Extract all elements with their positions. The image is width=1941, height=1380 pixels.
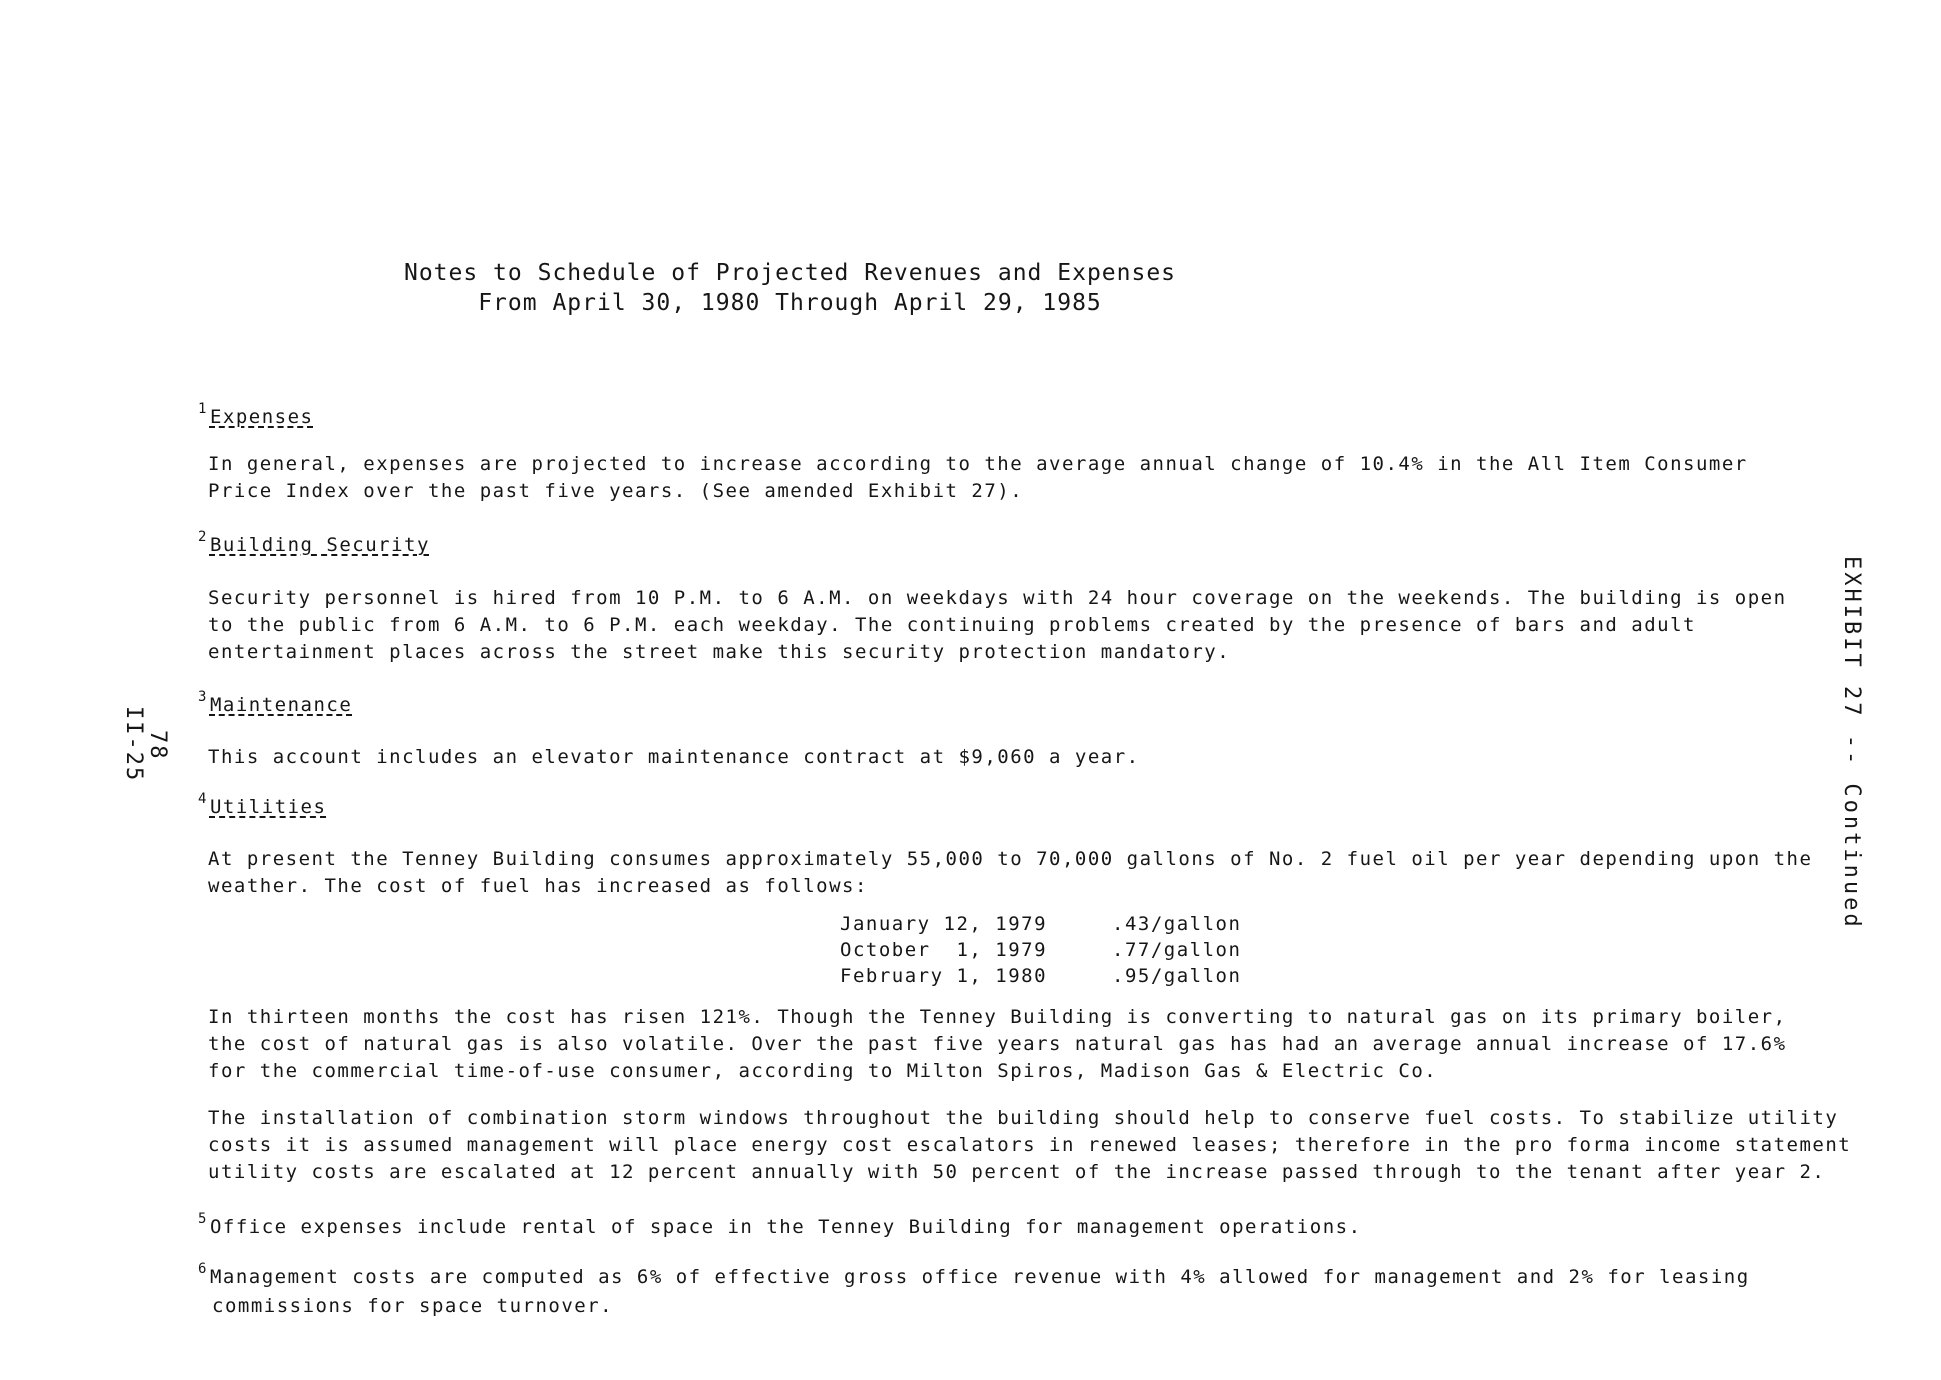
note-office-expenses — [198, 1211, 1362, 1243]
footnote-number: 1 — [198, 401, 208, 417]
paragraph-line: weather. The cost of fuel has increased as follows: — [208, 875, 868, 897]
heading-text: Expenses — [209, 406, 314, 428]
table-row — [840, 911, 1272, 937]
heading-text: Building Security — [209, 534, 430, 556]
note-heading-security — [198, 529, 430, 560]
paragraph-line: At present the Tenney Building consumes approximately 55,000 to 70,000 gallons of No. 2 fuel oil per year depending upon the — [208, 848, 1813, 870]
table-row — [840, 963, 1272, 989]
note-paragraph-utilities-storm-windows — [208, 1105, 1852, 1186]
fuel-date: February 1, 1980 — [840, 965, 1048, 987]
heading-text: Maintenance — [209, 694, 353, 716]
fuel-cost: .43/gallon — [1112, 913, 1242, 935]
heading-text: Utilities — [209, 796, 327, 818]
paragraph-line: Management costs are computed as 6% of effective gross office revenue with 4% allowed for management and 2% for leasing — [209, 1266, 1750, 1288]
note-paragraph-expenses — [208, 451, 1848, 505]
note-management-costs — [198, 1261, 1750, 1320]
note-paragraph-security — [208, 585, 1848, 666]
paragraph-line: to the public from 6 A.M. to 6 P.M. each weekday. The continuing problems created by the presence of bars and adult — [208, 614, 1696, 636]
paragraph-line: for the commercial time-of-use consumer, according to Milton Spiros, Madison Gas & Electric Co. — [208, 1060, 1438, 1082]
fuel-cost: .95/gallon — [1112, 965, 1242, 987]
paragraph-line: The installation of combination storm windows throughout the building should help to conserve fuel costs. To stabilize utility — [208, 1107, 1839, 1129]
note-heading-maintenance — [198, 689, 353, 720]
footnote-number: 3 — [198, 689, 208, 705]
fuel-date: January 12, 1979 — [840, 913, 1048, 935]
paragraph-line: Price Index over the past five years. (See amended Exhibit 27). — [208, 480, 1024, 502]
page-number-block — [121, 706, 194, 816]
note-heading-utilities — [198, 791, 327, 822]
note-paragraph-maintenance — [208, 744, 1848, 771]
footnote-number: 6 — [198, 1261, 208, 1277]
table-row — [840, 937, 1272, 963]
page-number: 78 — [145, 730, 170, 761]
fuel-cost: .77/gallon — [1112, 939, 1242, 961]
footnote-number: 4 — [198, 791, 208, 807]
section-page-number: II-25 — [121, 706, 146, 783]
paragraph-line: utility costs are escalated at 12 percent annually with 50 percent of the increase passed through to the tenant after year 2. — [208, 1161, 1826, 1183]
paragraph-line: In thirteen months the cost has risen 121%. Though the Tenney Building is converting to natural gas on its primary boiler, — [208, 1006, 1787, 1028]
paragraph-line: Security personnel is hired from 10 P.M. to 6 A.M. on weekdays with 24 hour coverage on the weekends. The building is open — [208, 587, 1787, 609]
footnote-number: 2 — [198, 529, 208, 545]
footnote-number: 5 — [198, 1211, 208, 1227]
note-paragraph-utilities-intro — [208, 846, 1848, 900]
note-paragraph-utilities-costs — [208, 1004, 1848, 1085]
exhibit-label-text: EXHIBIT 27 -- Continued — [1839, 556, 1864, 930]
paragraph-line: This account includes an elevator maintenance contract at $9,060 a year. — [208, 746, 1140, 768]
exhibit-side-label — [1828, 556, 1868, 930]
document-subtitle: From April 30, 1980 Through April 29, 1985 — [478, 290, 1102, 316]
paragraph-line: entertainment places across the street make this security protection mandatory. — [208, 641, 1231, 663]
paragraph-line: Office expenses include rental of space in the Tenney Building for management operations. — [209, 1216, 1362, 1238]
paragraph-line: the cost of natural gas is also volatile. Over the past five years natural gas has had an average annual increase of 17.6% — [208, 1033, 1787, 1055]
document-title: Notes to Schedule of Projected Revenues and Expenses — [403, 260, 1177, 286]
note-heading-expenses — [198, 401, 314, 432]
fuel-date: October 1, 1979 — [840, 939, 1048, 961]
paragraph-line: costs it is assumed management will place energy cost escalators in renewed leases; therefore in the pro forma income statement — [208, 1134, 1852, 1156]
fuel-cost-table — [840, 911, 1272, 989]
paragraph-line: commissions for space turnover. — [212, 1295, 614, 1317]
paragraph-line: In general, expenses are projected to increase according to the average annual change of 10.4% in the All Item Consumer — [208, 453, 1748, 475]
